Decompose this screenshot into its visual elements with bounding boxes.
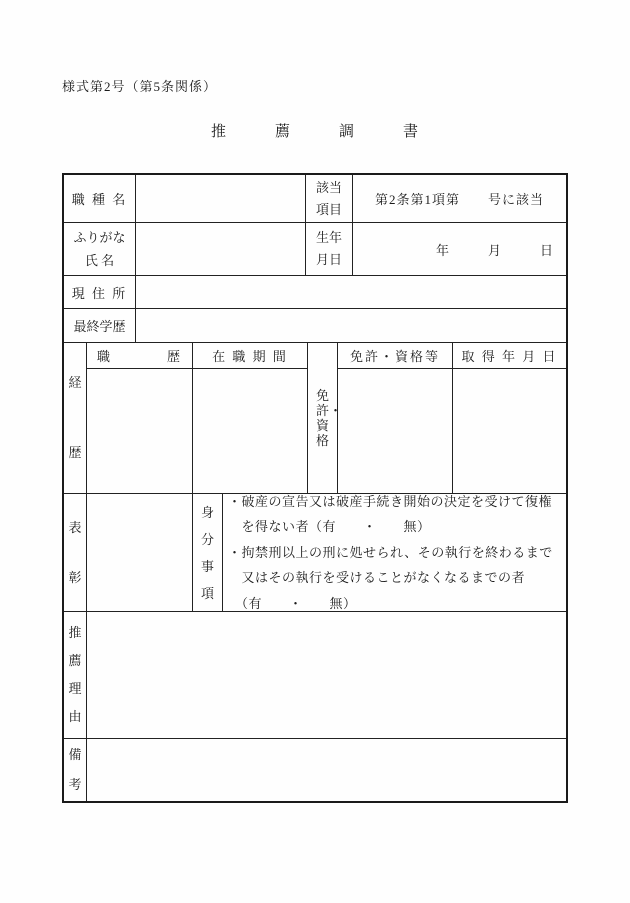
- recommendation-form-table: [62, 173, 568, 803]
- occupation-input-area: [135, 175, 305, 222]
- personal-status-clauses: [222, 493, 566, 611]
- acquired-date-header: 取 得 年 月 日: [452, 342, 566, 368]
- status-clause-line: を得ない者（有 ・ 無）: [228, 519, 431, 535]
- birthdate-label-line1: 生年: [315, 230, 342, 245]
- address-input-area: [135, 275, 566, 308]
- status-clause-line: ・破産の宣告又は破産手続き開始の決定を受けて復権: [228, 493, 553, 509]
- career-section-label-text: 経歴: [68, 375, 82, 460]
- name-label-left: 氏: [84, 253, 98, 268]
- address-label: 現 住 所: [64, 275, 135, 308]
- remarks-input-area: [86, 738, 566, 801]
- applicable-item-label-line1: 該当: [315, 179, 342, 195]
- personal-status-label: [192, 493, 222, 611]
- acquired-date-input-area: [452, 368, 566, 493]
- furigana-label: ふりがな: [73, 230, 126, 245]
- form-number: 様式第2号（第5条関係）: [62, 79, 218, 94]
- name-label: [64, 222, 135, 275]
- employment-period-input-area: [192, 368, 307, 493]
- license-header: 免許・資格等: [337, 342, 452, 368]
- applicable-item-label-line2: 項目: [315, 201, 342, 217]
- license-side-label-text: 免許・資格: [316, 388, 343, 448]
- job-history-header-right: 歴: [166, 349, 182, 364]
- job-history-header-left: 職: [97, 349, 113, 364]
- occupation-label: 職 種 名: [71, 192, 128, 207]
- reason-section-label: [64, 611, 86, 738]
- applicable-clause-text: 第2条第1項第 号に該当: [352, 175, 566, 222]
- job-history-header: [86, 342, 192, 368]
- name-label-line: [64, 249, 135, 272]
- status-clause-line: （有 ・ 無）: [228, 595, 357, 611]
- birthdate-label: [305, 222, 352, 275]
- remarks-section-label: [64, 738, 86, 801]
- license-input-area: [337, 368, 452, 493]
- award-section-label: [64, 493, 86, 611]
- education-input-area: [135, 308, 566, 342]
- career-section-label: [64, 342, 86, 493]
- employment-period-header: 在 職 期 間: [192, 342, 307, 368]
- award-input-area: [86, 493, 192, 611]
- status-clause-line: ・拘禁刑以上の刑に処せられ、その執行を終わるまで: [228, 544, 553, 560]
- license-side-label: [307, 342, 343, 493]
- document-title: 推 薦 調 書: [210, 124, 419, 140]
- reason-input-area: [86, 611, 566, 738]
- education-label: 最終学歴: [64, 308, 135, 342]
- name-input-area: [135, 222, 305, 275]
- birthdate-label-line2: 月日: [315, 252, 342, 267]
- status-clause-line: 又はその執行を受けることがなくなるまでの者: [228, 570, 526, 586]
- job-history-input-area: [86, 368, 192, 493]
- applicable-item-label: [305, 175, 352, 222]
- name-label-right: 名: [101, 253, 115, 268]
- birthdate-value-area: 年 月 日: [352, 222, 566, 275]
- personal-status-label-text: 身分事項: [201, 504, 215, 601]
- award-section-label-text: 表彰: [68, 519, 82, 585]
- reason-section-label-text: 推薦理由: [68, 625, 82, 724]
- remarks-section-label-text: 備考: [68, 747, 82, 792]
